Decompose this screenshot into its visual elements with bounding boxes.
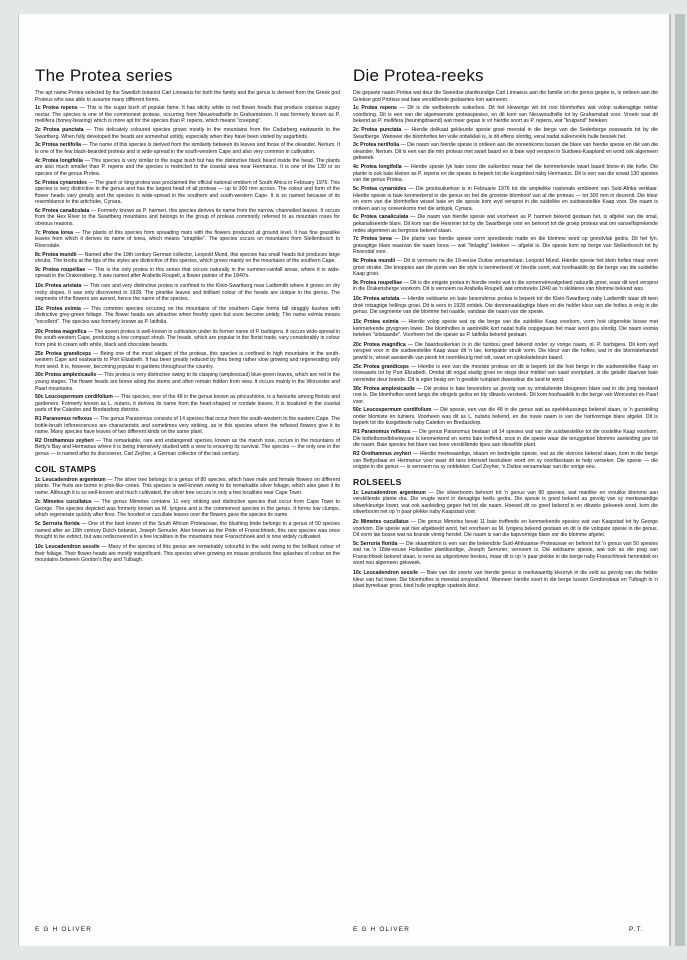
species-description: — Hierdie seldsame en baie besonderse protea is beperk tot die Klein-Swartberg naby Ladismith waar dit teen droë rotsagtige hellings groei. Dit is eers in 1928 ontdek. Die dennenaaldagtige blare en die helder kleur van die hofies is enig in die genus. Die segmente van die blomme het naalde, vandaar die naam van die spesie.: [353, 296, 658, 316]
species-heading: 5c Serruria florida: [35, 521, 80, 528]
species-description: — The plants of this species form spreading mats with the flowers produced at ground level. It has fine grasslike leaves from which it derives its name of lorea, which means "straplike". The species occurs on mountains from Stellenbosch to Riversdale.: [35, 229, 340, 249]
species-heading: 25c Protea grandiceps: [353, 363, 409, 370]
species-entry: [35, 252, 340, 265]
species-description: — Die baardsuikerkan is in die tuinbou goed bekend onder sy vorige naam, nl. P. barbigera. Dit kom wyd versprei voor in die suidwestelike Kaap waar dit 'n lae, kompakte struik vorm. Die kleur van die hofies, wat in die blomistehandel gewild is, wissel aansienlik van pienk tot roomkleurig met wit, swart en sjokoladebruin baard.: [353, 341, 658, 361]
afrikaans-entries: [353, 105, 658, 470]
afrikaans-coil-heading: ROLSEELS: [353, 476, 402, 487]
species-entry: [35, 208, 340, 228]
afrikaans-author-credit: E G H OLIVER: [353, 926, 411, 933]
species-entry: [35, 105, 340, 125]
species-description: — The silver tree belongs to a genus of 80 species, which have male and female flowers on different plants. The fruits are borne in pine-like cones. This species is well-known owing to its remarkable silver foliage, which also gave it its name. Although it is so well-known and much cultivated, the silver tree occurs in only a few localities near Cape Town.: [35, 476, 341, 496]
species-entry: [35, 394, 340, 414]
species-description: — This is the sugar bush of popular fame. It has sticky white to red flower heads that produce copious sugary nectar. The species is one of the commonest proteas, occurring from Nieuwoudtville to Grahamstown. It was formerly known as P. mellifera (honey-bearing) which is more apt for the species than P. repens, which means "creeping".: [35, 105, 340, 125]
species-heading: 5c Protea cynaroides: [35, 179, 87, 186]
species-entry: [353, 319, 658, 339]
species-entry: [353, 127, 658, 140]
species-description: — Die genus Paranomus bestaan uit 14 spesies wat van die suidwestelike tot die oostelike Kaap voorkom. Die bottelborselbloeiwyses is kenmerkend en soms baie treffend, soos in die spesie waar die teruggeboë blomme aanleiding gee tot die naam. Baie spesies het blare van twee verskillende tipes aan dieselfde plant.: [353, 429, 658, 449]
species-description: — The genus Paranomus consists of 14 species that occur from the south-western to the eastern Cape. The bottle-brush inflorescences are characteristic and sometimes very striking, as in this species where the reflexed flowers give it its name. Many species have leaves of two different kinds on the same plant.: [35, 416, 340, 436]
species-entry: [35, 127, 340, 140]
species-heading: 15c Protea eximia: [35, 305, 81, 312]
species-entry: [353, 519, 658, 539]
species-entry: [353, 490, 658, 516]
species-entry: [353, 296, 658, 316]
species-description: — Formerly known as P. harmeri, this species derives its name from the narrow, channelled leaves. It occurs from the Hex River to the Swartberg mountains and belongs to the group of proteas commonly referred to as mountain roses for obvious reasons.: [35, 207, 340, 227]
species-entry: [353, 541, 658, 567]
species-entry: [353, 186, 658, 212]
species-entry: [35, 521, 340, 541]
species-entry: [35, 283, 340, 303]
species-entry: [353, 236, 658, 256]
document-page: [18, 14, 671, 946]
species-heading: 30c Protea amplexicaulis: [353, 385, 416, 392]
species-heading: 2c Mimetes cucullatus: [353, 519, 409, 525]
species-heading: 8c Protea mundii: [353, 258, 396, 265]
species-heading: 3c Protea neriifolia: [35, 142, 82, 149]
species-description: — The queen protea is well-known in cultivation under its former name of P. barbigera. It occurs wide-spread in the south-western Cape, producing a low compact shrub. The heads, which are popular in the florist trade, vary considerably in colour from pink to cream with white, black and chocolate beards.: [35, 328, 340, 348]
species-entry: [35, 306, 340, 326]
species-description: — Die plante van hierdie spesie vorm spreidende matte en die blomme word op grondvlak gedra. Dit het fyn, grasagtige blare waarvan die naam lorea — wat "lintagtig" beteken — afgelei is. Die spesie kom op berge van Stellenbosch tot by Riversdal voor.: [353, 236, 658, 256]
species-description: — The name of this species is derived from the similarity between its leaves and those of the oleander, Nerium. It is one of the few black-bearded proteas and is wide-spread in the south-western Cape and also very common in cultivation.: [35, 142, 340, 155]
translator-initials: P.T.: [629, 926, 644, 933]
species-entry: [35, 230, 340, 250]
species-entry: [35, 416, 340, 436]
species-heading: 10c Protea aristata: [353, 296, 400, 303]
right-edge-bar: [675, 14, 685, 946]
species-heading: 6c Protea canaliculata: [353, 214, 409, 221]
species-heading: 7c Protea lorea: [35, 229, 73, 236]
species-description: — Dit is die welbekende suikerbos. Dit het klewerige wit tot rooi blomhofies wat volop suikeragtige nektar voortbring. Dit is een van die algemeenste proteaspesies, en dit kom van Nieuwoudtville tot by Grahamstad voor. Vroeër was dit bekend as P. mellifera (heuningdraend) wat meer gepas is vir hierdie soort as P. repens, wat "kruipend" beteken.: [353, 105, 659, 125]
species-heading: 10c Protea aristata: [35, 283, 82, 290]
species-entry: [353, 570, 658, 590]
species-description: — Named after the 19th century German collector, Leopold Mund, this species has small heads but produces large shrubs. The knobs at the tips of the styles are distinctive of this species, which grows mainly on the mountains of the southern Cape.: [35, 251, 341, 265]
species-heading: 3c Protea neriifolia: [353, 142, 400, 149]
species-entry: [35, 499, 340, 519]
species-entry: [35, 544, 340, 564]
species-heading: R2 Orothamnus zeyheri: [35, 437, 94, 444]
species-heading: 4c Protea longifolia: [353, 164, 402, 171]
species-entry: [35, 158, 340, 178]
species-description: — This remarkable, rare and endangered species, known as the marsh rose, occurs in the mountains of Betty's Bay and Hermanus where it is being intensively studied with a view to ensuring its survival. The species — the only one in the genus — is named after its discoverer, Carl Zeyher, a German collector of the last century.: [35, 437, 340, 457]
species-description: — This protea is very distinctive owing to its clasping (amplexicaul) blue-green leaves, which are red in the young stages. The flower heads are borne along the stems and often remain hidden from view. It occurs mainly in the Worcester and Paarl mountains.: [35, 372, 340, 392]
species-heading: 50c Leucospermum cordifolium: [353, 407, 432, 414]
afrikaans-column: [353, 66, 658, 592]
species-entry: [353, 258, 658, 278]
afrikaans-coil-entries: [353, 490, 658, 590]
species-heading: 1c Protea repens: [35, 105, 78, 112]
species-heading: 25c Protea grandiceps: [35, 350, 92, 357]
species-description: — Many of the species of this genus are remarkably colourful in the veld owing to the brilliant colour of their foliage. Their flower-heads are mostly insignificant. This species when growing en masse produces fine splashes of colour on the mountains between Gordon's Bay and Tulbagh.: [35, 544, 340, 564]
species-entry: [353, 407, 658, 427]
english-entries: [35, 105, 340, 457]
species-description: — Die naam van hierdie spesie wat voorheen as P. harmeri bekend gestaan het, is afgelei van die smal, gekanaliseerde blare. Dit kom van die Hexrivier tot by die Swartberge voor en behoort tot die groep proteas wat om vanselfsprekende redes algemeen as bergrose bekend staan.: [353, 214, 658, 234]
english-coil-heading: COIL STAMPS: [35, 463, 97, 474]
species-description: — Dié protea is baie besonders as gevolg van sy omsluitende blougroen blare wat in die jong toestand rooi is. Die blomhofies word langs die stingels gedra en bly dikwels versteek. Dit kom hoofsaaklik in die berge van Worcester en Paarl voor.: [353, 385, 658, 405]
species-description: — Hierdie delikaat gekleurde spesie groei meestal in die berge van die Sederberge ooswaarts tot by die Swartberge. Wanneer die blomhofies ten volle ontwikkel is, is dit effens slordig, veral nadat suikervoëls hulle besoek het.: [353, 127, 658, 140]
english-coil-entries: [35, 477, 340, 564]
species-heading: 5c Serruria florida: [353, 540, 398, 547]
afrikaans-title: Die Protea-reeks: [353, 66, 484, 85]
species-description: — The genus Mimetes contains 11 very striking and distinctive species that occur from Cape Town to George. The species depicted was formerly known as M. lyrigera and is the commonest species in the genus. It forms low clumps, which regenerate quickly after fires. The hooded or cucullate leaves over the flowers gave the species its name.: [35, 499, 340, 519]
species-description: — This species is very similar to the sugar bush but has the distinctive black beard inside the head. The plants are also much smaller than P. repens and the species is restricted to the coastal area near Hermanus. It is one of the 130 or so species of the genus Protea.: [35, 157, 341, 177]
species-heading: 1c Protea repens: [353, 105, 397, 112]
species-description: — Being one of the most elegant of the proteas, this species is confined to high mountains in the south-western Cape and eastwards to Port Elizabeth. It has been greatly reduced by fires being rather slow growing and regenerating only from seed. It is, however, becoming popular in gardens throughout the country.: [35, 350, 340, 370]
species-entry: [353, 386, 658, 406]
species-entry: [35, 142, 340, 155]
species-description: — Baie van die soorte van hierdie genus is merkwaardig kleurryk in die veld as gevolg van die helder kleur van hul lower. Die blomhofies is meestal onopvallend. Wanneer hierdie soort in die berge tussen Gordonsbaai en Tulbagh in 'n plaat bymekaar groei, bied hulle pragtige spatsels kleur.: [353, 570, 658, 590]
species-heading: 9c Protea roupelliae: [35, 266, 86, 273]
species-description: — The giant or king protea was proclaimed the official national emblem of South Africa in February 1976. This species is very distinctive in the genus and has the largest head of all proteas — up to 300 mm across. The colour and form of the flower heads vary greatly and the species is wide-spread in the southern and south-western Cape. It is so named because of its resemblance to the artichoke, Cynara.: [35, 179, 340, 206]
species-heading: 2c Mimetes cucullatus: [35, 499, 92, 506]
species-entry: [35, 477, 340, 497]
species-description: — Hierdie volop spesie wat op die berge van die suidelike Kaap voorkom, vorm hoë uitgerekte bosse met kenmerkende grysgroen lower. Die blomhofies is aantreklik kort nadat hulle oopgegaan het maar word gou slordig. Die naam eximia beteken "uitstaande". Voorheen het die spesie as P. latifolia bekend gestaan.: [353, 319, 659, 339]
species-heading: 8c Protea mundii: [35, 251, 77, 258]
species-heading: R2 Orothamnus zeyheri: [353, 450, 412, 457]
species-description: — This species, one of the 48 in the genus known as pincushions, is a favourite among florists and gardeners. Formerly known as L. nutans, it derives its name from the heart-shaped or cordate leaves. It is localized in the coastal parts of the Caledon and Bredasdorp districts.: [35, 394, 341, 414]
species-entry: [35, 438, 340, 458]
species-heading: 10c Leucadendron sessile: [353, 570, 418, 577]
species-description: — This delicately coloured species grows mostly in the mountains from the Cedarberg eastwards to the Swartberg. When fully developed the heads are somewhat untidy, especially when they have been visited by sugarbirds.: [35, 127, 340, 140]
species-heading: 20c Protea magnifica: [353, 341, 406, 348]
species-entry: [353, 142, 658, 162]
species-description: — This rare and very distinctive protea is confined to the Klein-Swartberg near Ladismith where it grows on dry rocky slopes. It was only discovered in 1928. The pinelike leaves and brilliant colour of the heads are unique in the genus. The segments of the flowers are awned, hence the name of the species.: [35, 283, 340, 303]
species-description: — Die genus Mimetes bevat 11 baie treffende en kenmerkende spesies wat van Kaapstad tot by George voorkom. Die spesie wat hier afgebeeld word, het voorheen as M. lyrigera bekend gestaan en dit is die volopste spesie in die genus. Dit vorm lae bosse wat na brande vinnig herstel. Die naam is van die kapvormige blare oor die blomme afgelei.: [353, 519, 658, 539]
species-description: — Die naam van hierdie spesie is ontleen aan die ooreenkoms tussen die blare van hierdie spesie en dié van die oleander, Nerium. Dit is een van die min proteas met swart baard en is baie wyd versprei in Suidwes-Kaapland en word ook algemeen gekweek.: [353, 142, 658, 162]
species-heading: 5c Protea cynaroides: [353, 186, 407, 193]
english-intro: The apt name Protea selected by the Swedish botanist Carl Linnaeus for both the family and the genus is derived from the Greek god Proteus who was able to assume many different forms.: [35, 90, 340, 103]
species-description: — Die silwerboom behoort tot 'n genus van 80 spesies, wat manlike en vroulike blomme aan verskillende plante dra. Die vrugte word in denagtige keëls gedra. Die spesie is goed bekend as gevolg van sy merkwaardige silwerkleurige lower, wat ook aanleiding gegee het tot die naam. Hoewel dit so goed bekend is en dikwels gekweek word, kom die silwerboom net op 'n paar plekke naby Kaapstad voor.: [353, 489, 658, 516]
species-heading: 1c Leucadendron argenteum: [353, 489, 426, 496]
species-entry: [353, 214, 658, 234]
species-heading: 2c Protea punctata: [35, 127, 84, 134]
species-entry: [353, 451, 658, 471]
species-entry: [35, 329, 340, 349]
species-heading: 2c Protea punctata: [353, 127, 402, 134]
species-entry: [35, 180, 340, 206]
species-entry: [353, 105, 658, 125]
species-description: — Dit is die enigste protea in hierdie reeks wat in die somerreënvalgebied natuurlik groei, waar dit wyd versprei in die Drakensberge voorkom. Dit is vernoem na Arabella Roupell, wat omstreeks 1840 as 'n skilderes van blomme bekend was.: [353, 279, 658, 293]
species-heading: 10c Leucadendron sessile: [35, 544, 100, 551]
species-description: — Dié spesie, een van die 48 in die genus wat as speldekussings bekend staan, is 'n gunsteling onder blomiste en tuiniers. Voorheen was dit as L. nutans bekend, en die nuwe naam is van die hartvormige blare afgelei. Dit is beperk tot die kusgebiede naby Caledon en Bredasdorp.: [353, 407, 658, 427]
english-author-credit: E G H OLIVER: [35, 926, 93, 933]
species-heading: 20c Protea magnifica: [35, 328, 87, 335]
species-description: — This common species occuring on the mountains of the southern Cape forms tall straggly bushes with distinctive grey-green foliage. The flower heads are attractive when freshly open but soon become untidy. The name eximia means "excellent". The species was formerly known as P. latifolia.: [35, 305, 341, 326]
species-description: — This is the only protea in this series that occurs naturally in the summer-rainfall areas, where it is wide-spread in the Drakensberg. It was named after Arabella Roupell, a flower painter of the 1840's.: [35, 266, 340, 280]
species-entry: [35, 372, 340, 392]
species-description: — Die grootsuikerkan is in Februarie 1976 tot die amptelike nasionale embleem van Suid-Afrika verklaar. Hierdie spesie is baie kenmerkend in die genus en het die grootste blomhoof van al die proteas — tot 300 mm in deursnit. Die kleur en vorm van die blomhofies wissel baie en die spesie kom wyd versprei in die suidelike en suidwestelike Kaap voor. Die naam is ontleen aan sy ooreenkoms met die artisjok, Cynara.: [353, 186, 658, 212]
species-heading: R1 Paranomus reflexus: [353, 429, 411, 436]
species-entry: [353, 280, 658, 293]
species-heading: 1c Leucadendron argenteum: [35, 476, 106, 483]
species-entry: [353, 364, 658, 384]
species-description: — Die skaamblom is een van die bekendste Suid-Afrikaanse Proteaceae en behoort tot 'n genus van 50 spesies wat na 'n 18de-eeuse Hollandse plantkundige, Joseph Serrurier, vernoem is. Dié seldsame spesie, wat ook as die prag van Franschhoek bekend staan, is eens as uitgestorwe beskou, maar dit is op 'n paar plekke in die berge naby Franschhoek herontdek en word nou algemeen gekweek.: [353, 540, 659, 567]
species-description: — Dit is vernoem na die 19-eeuse Duitse versamelaar, Leopold Mund. Hierdie spesie het klein hofies maar vorm groot struike. Die knoppies aan die punte van die style is kenmerkend vir hierdie soort, wat hoofsaaklik op die berge van die suidelike Kaap groei.: [353, 258, 658, 278]
species-description: — Hierdie is een van die mooiste proteas en dit is beperk tot die hoë berge in die suidwestelike Kaap en ooswaarts tot by Port Elizabeth. Omdat dit nogal stadig groei en slegs deur middel van saad voortplant, is die getalle daarvan baie verminder deur brande. Dit is egter besig om 'n gewilde tuinplant dwarsdeur die land te word.: [353, 363, 659, 383]
species-entry: [353, 429, 658, 449]
species-heading: 9c Protea roupelliae: [353, 279, 403, 286]
species-entry: [353, 342, 658, 362]
species-heading: 15c Protea eximia: [353, 319, 399, 326]
species-description: — Hierdie merkwaardige, skaars en bedreigde spesie, wat as die vleiroos bekend staan, kom in die berge van Bettysbaai en Hermanus voor waar dit tans intensief bestudeer word om sy voortbestaan te help verseker. Die spesie — die enigste in die genus — is vernoem na sy ontdekker, Carl Zeyher, 'n Duitse versamelaar van die vorige eeu.: [353, 450, 658, 471]
species-heading: 30c Protea amplexicaulis: [35, 372, 97, 379]
species-description: — Hierdie spesie lyk baie soos die suikerbos maar het die kenmerkende swart baard binne-in die hofie. Die plante is ook baie kleiner as P. repens en die spesie is beperk tot die kusgebied naby Hermanus. Dit is een van die sowat 130 spesies van die genus Protea.: [353, 164, 659, 184]
afrikaans-intro: Die gepaste naam Protea wat deur die Sweedse plantkundige Carl Linnaeus aan die familie en die genus gegee is, is ontleen aan die Griekse god Proteus wat baie verskillende gedaantes kon aanneem.: [353, 90, 658, 103]
species-heading: R1 Paranomus reflexus: [35, 416, 93, 423]
species-description: — One of the best known of the South African Proteaceae, the blushing bride belongs to a genus of 50 species named after an 18th century Dutch botanist, Joseph Serrurier. Also known as the Pride of Franschhoek, this rare species was once thought to be extinct, but was rediscovered in a few localities in the mountains near Franschhoek and is now widely cultivated.: [35, 521, 340, 541]
species-heading: 50c Leucospermum cordifolium: [35, 394, 113, 401]
english-column: [35, 66, 340, 566]
species-heading: 4c Protea longifolia: [35, 157, 83, 164]
species-entry: [353, 164, 658, 184]
species-entry: [35, 351, 340, 371]
species-entry: [35, 267, 340, 280]
species-heading: 7c Protea lorea: [353, 236, 392, 243]
english-title: The Protea series: [35, 66, 173, 85]
species-heading: 6c Protea canaliculata: [35, 207, 90, 214]
